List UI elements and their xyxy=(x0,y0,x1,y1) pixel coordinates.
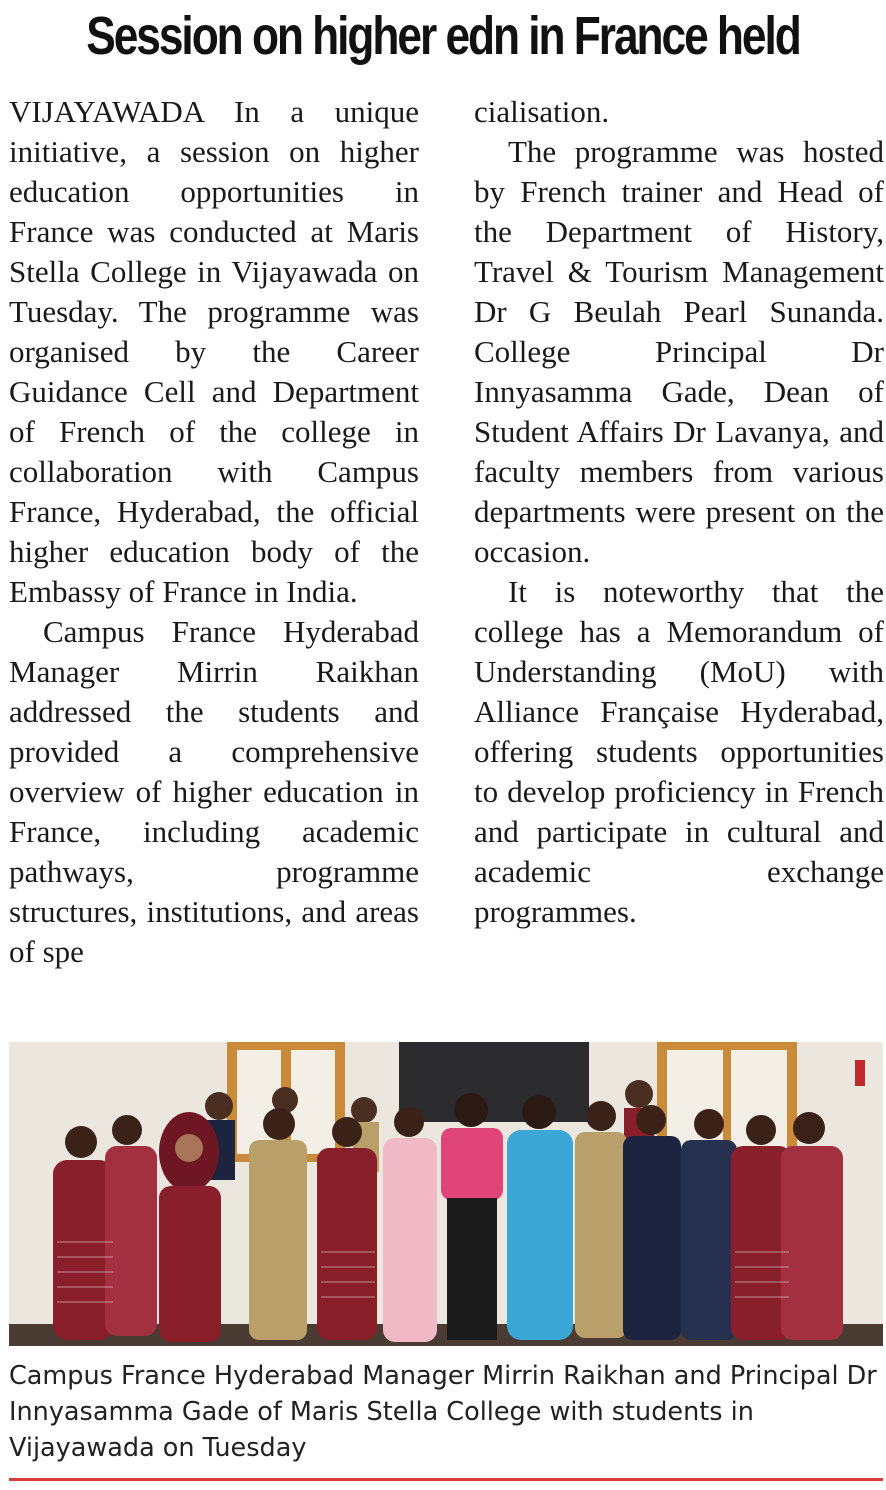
bottom-rule xyxy=(9,1478,883,1481)
group-photo-illustration xyxy=(9,1042,883,1346)
article-left-column xyxy=(9,92,419,972)
article-right-column xyxy=(474,92,884,932)
paragraph: Campus France Hyderabad Manager Mirrin Raikhan addressed the students and provided a comprehensive overview of higher education in France, including academic pathways, programme structures, institutions, and areas of spe xyxy=(9,614,419,969)
paragraph: The programme was hosted by French trainer and Head of the Department of History, Travel & Tourism Management Dr G Beulah Pearl Sunanda. College Principal Dr Innyasamma Gade, Dean of Student Affairs Dr Lavanya, and faculty members from various departments were present on the occasion. xyxy=(474,134,884,569)
group-photo xyxy=(9,1042,883,1346)
photo-caption: Campus France Hyderabad Manager Mirrin Raikhan and Principal Dr Innyasamma Gade of Maris Stella College with students in Vijayawada on Tuesday xyxy=(9,1361,877,1463)
paragraph: VIJAYAWADA In a unique initiative, a session on higher education opportunities in France was conducted at Maris Stella College in Vijayawada on Tuesday. The programme was organised by the Career Guidance Cell and Department of French of the college in collaboration with Campus France, Hyderabad, the official higher education body of the Embassy of France in India. xyxy=(9,94,419,609)
headline: Session on higher edn in France held xyxy=(86,6,800,66)
paragraph: cialisation. xyxy=(474,94,610,129)
paragraph: It is noteworthy that the college has a Memorandum of Understanding (MoU) with Alliance Française Hyderabad, offering students opportunities to develop proficiency in French and participate in cultural and academic exchange programmes. xyxy=(474,574,884,929)
